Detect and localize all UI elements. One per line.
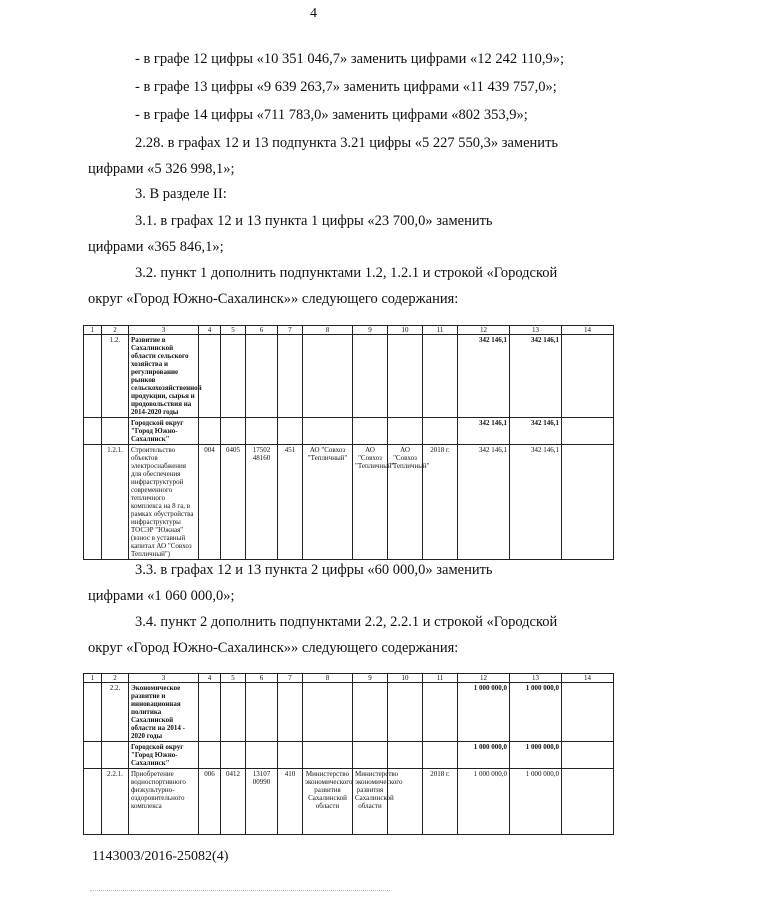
item-3-1-cont: цифрами «365 846,1»; <box>88 239 224 255</box>
table-row <box>84 445 614 560</box>
item-2-28-cont: цифрами «5 326 998,1»; <box>88 161 235 177</box>
amend-line-graph-12: - в графе 12 цифры «10 351 046,7» заменить цифрами «12 242 110,9»; <box>135 51 565 67</box>
row-number: 2.2.1. <box>102 769 129 835</box>
target-code: 13107 00990 <box>246 769 278 835</box>
target-code: 17502 48160 <box>246 445 278 560</box>
expense-type: 451 <box>278 445 303 560</box>
col-6-header: 6 <box>246 674 278 683</box>
col-13-header: 13 <box>510 326 562 335</box>
col-11-header: 11 <box>423 326 458 335</box>
table-row <box>84 418 614 445</box>
col-7-header: 7 <box>278 326 303 335</box>
row-number: 2.2. <box>102 683 129 742</box>
table-section-2-2 <box>83 673 614 835</box>
program-name: Экономическое развитие и инновационная политика Сахалинской области на 2014 - 2020 годы <box>129 683 199 742</box>
col-8-header: 8 <box>303 326 353 335</box>
municipality-name: Городской округ "Город Южно-Сахалинск" <box>129 418 199 445</box>
document-reference: 1143003/2016-25082(4) <box>92 849 229 864</box>
table-row <box>84 683 614 742</box>
deadline: 2018 г. <box>423 769 458 835</box>
amount-col-13: 342 146,1 <box>510 418 562 445</box>
col-5-header: 5 <box>221 326 246 335</box>
ministry-code: 006 <box>199 769 221 835</box>
customer: АО "Совхоз "Тепличный" <box>303 445 353 560</box>
municipality-name: Городской округ "Город Южно-Сахалинск" <box>129 742 199 769</box>
amount-col-12: 342 146,1 <box>458 445 510 560</box>
amount-col-12: 1 000 000,0 <box>458 769 510 835</box>
table-row <box>84 335 614 418</box>
row-number: 1.2. <box>102 335 129 418</box>
item-3-2: 3.2. пункт 1 дополнить подпунктами 1.2, 1.2.1 и строкой «Городской <box>135 265 558 281</box>
item-3-heading: 3. В разделе II: <box>135 186 227 202</box>
amount-col-13: 342 146,1 <box>510 335 562 418</box>
amount-col-13: 1 000 000,0 <box>510 769 562 835</box>
customer: Министерство экономического развития Сахалинской области <box>303 769 353 835</box>
col-8-header: 8 <box>303 674 353 683</box>
col-12-header: 12 <box>458 674 510 683</box>
activity-name: Строительство объектов электроснабжения для обеспечения инфраструктурой современного тепличного комплекса на 8 га, в рамках обустройства инфраструктуры ТОСЭР "Южная" (взнос в уставный капитал АО "Совхоз Тепличный") <box>129 445 199 560</box>
item-3-4: 3.4. пункт 2 дополнить подпунктами 2.2, 2.2.1 и строкой «Городской <box>135 614 558 630</box>
item-3-2-cont: округ «Город Южно-Сахалинск»» следующего содержания: <box>88 291 459 307</box>
amount-col-13: 1 000 000,0 <box>510 742 562 769</box>
developer: АО "Совхоз "Тепличный" <box>353 445 388 560</box>
table-row <box>84 769 614 835</box>
col-11-header: 11 <box>423 674 458 683</box>
col-5-header: 5 <box>221 674 246 683</box>
col-9-header: 9 <box>353 674 388 683</box>
page-number: 4 <box>310 6 317 21</box>
col-2-header: 2 <box>102 674 129 683</box>
col-3-header: 3 <box>129 674 199 683</box>
amend-line-graph-14: - в графе 14 цифры «711 783,0» заменить цифрами «802 353,9»; <box>135 107 528 123</box>
col-7-header: 7 <box>278 674 303 683</box>
amount-col-12: 342 146,1 <box>458 418 510 445</box>
expense-type: 410 <box>278 769 303 835</box>
item-3-1: 3.1. в графах 12 и 13 пункта 1 цифры «23 700,0» заменить <box>135 213 493 229</box>
recipient: АО "Совхоз "Тепличный" <box>388 445 423 560</box>
scan-artifact-line <box>90 890 390 892</box>
col-12-header: 12 <box>458 326 510 335</box>
col-4-header: 4 <box>199 674 221 683</box>
col-10-header: 10 <box>388 326 423 335</box>
amount-col-13: 1 000 000,0 <box>510 683 562 742</box>
col-13-header: 13 <box>510 674 562 683</box>
developer: Министерство экономического развития Сахалинской области <box>353 769 388 835</box>
ministry-code: 004 <box>199 445 221 560</box>
col-14-header: 14 <box>562 326 614 335</box>
col-10-header: 10 <box>388 674 423 683</box>
section-code: 0405 <box>221 445 246 560</box>
activity-name: Приобретение водноспортивного физкультурно-оздоровительного комплекса <box>129 769 199 835</box>
item-3-4-cont: округ «Город Южно-Сахалинск»» следующего содержания: <box>88 640 459 656</box>
amount-col-12: 1 000 000,0 <box>458 683 510 742</box>
program-name: Развитие в Сахалинской области сельского хозяйства и регулирование рынков сельскохозяйственной продукции, сырья и продовольствия на 2014-2020 годы <box>129 335 199 418</box>
amount-col-12: 1 000 000,0 <box>458 742 510 769</box>
item-3-3-cont: цифрами «1 060 000,0»; <box>88 588 235 604</box>
col-6-header: 6 <box>246 326 278 335</box>
deadline: 2018 г. <box>423 445 458 560</box>
table-row <box>84 742 614 769</box>
col-3-header: 3 <box>129 326 199 335</box>
item-3-3: 3.3. в графах 12 и 13 пункта 2 цифры «60 000,0» заменить <box>135 562 493 578</box>
amount-col-12: 342 146,1 <box>458 335 510 418</box>
table-header-row <box>84 674 614 683</box>
table-section-1-2 <box>83 325 614 560</box>
table-header-row <box>84 326 614 335</box>
col-1-header: 1 <box>84 674 102 683</box>
col-9-header: 9 <box>353 326 388 335</box>
col-2-header: 2 <box>102 326 129 335</box>
amend-line-graph-13: - в графе 13 цифры «9 639 263,7» заменить цифрами «11 439 757,0»; <box>135 79 557 95</box>
col-14-header: 14 <box>562 674 614 683</box>
row-number: 1.2.1. <box>102 445 129 560</box>
section-code: 0412 <box>221 769 246 835</box>
col-4-header: 4 <box>199 326 221 335</box>
item-2-28: 2.28. в графах 12 и 13 подпункта 3.21 цифры «5 227 550,3» заменить <box>135 135 559 151</box>
col-1-header: 1 <box>84 326 102 335</box>
amount-col-13: 342 146,1 <box>510 445 562 560</box>
